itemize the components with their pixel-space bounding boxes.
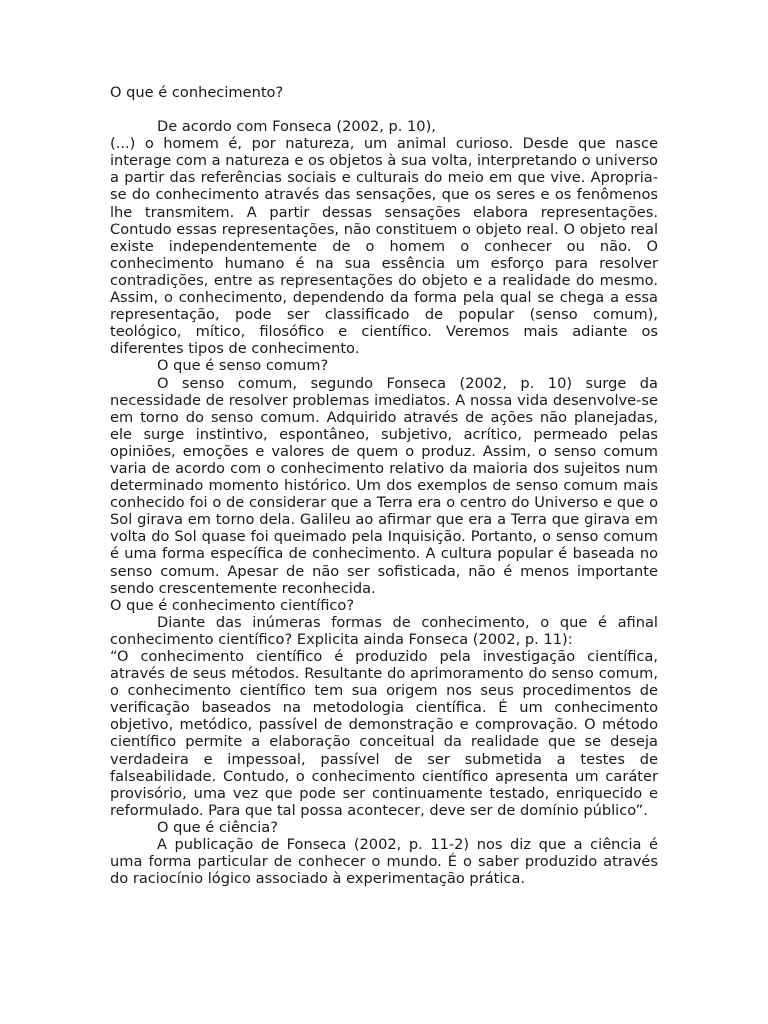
heading-ciencia: O que é ciência? xyxy=(157,818,278,836)
document-title: O que é conhecimento? xyxy=(110,84,284,101)
paragraph-ciencia: A publicação de Fonseca (2002, p. 11-2) nos diz que a ciência é uma forma particular de conhecer o mundo. É o saber produzido através do raciocínio lógico associado à experimentação prática. xyxy=(110,836,658,888)
document-body xyxy=(110,84,658,887)
paragraph-cientifico-quote: “O conhecimento científico é produzido pela investigação científica, através de seus métodos. Resultante do aprimoramento do senso comum, o conhecimento científico tem sua origem nos seus procedimentos de verificação baseados na metodologia científica. É um conhecimento objetivo, metódico, passível de demonstração e comprovação. O método científico permite a elaboração conceitual da realidade que se deseja verdadeira e impessoal, passível de ser submetida a testes de falseabilidade. Contudo, o conhecimento científico apresenta um caráter provisório, uma vez que pode ser continuamente testado, enriquecido e reformulado. Para que tal possa acontecer, deve ser de domínio público”. xyxy=(110,648,658,819)
paragraph-senso-comum: O senso comum, segundo Fonseca (2002, p. 10) surge da necessidade de resolver problemas imediatos. A nossa vida desenvolve-se em torno do senso comum. Adquirido através de ações não planejadas, ele surge instintivo, espontâneo, subjetivo, acrítico, permeado pelas opiniões, emoções e valores de quem o produz. Assim, o senso comum varia de acordo com o conhecimento relativo da maioria dos sujeitos num determinado momento histórico. Um dos exemplos de senso comum mais conhecido foi o de considerar que a Terra era o centro do Universo e que o Sol girava em torno dela. Galileu ao afirmar que era a Terra que girava em volta do Sol quase foi queimado pela Inquisição. Portanto, o senso comum é uma forma específica de conhecimento. A cultura popular é baseada no senso comum. Apesar de não ser sofisticada, não é menos importante sendo crescentemente reconhecida. xyxy=(110,374,658,597)
paragraph-intro: De acordo com Fonseca (2002, p. 10), xyxy=(157,118,436,136)
paragraph-cientifico-intro: Diante das inúmeras formas de conhecimento, o que é afinal conhecimento científico? Explicita ainda Fonseca (2002, p. 11): xyxy=(110,613,658,648)
heading-conhecimento-cientifico: O que é conhecimento científico? xyxy=(110,596,355,614)
blank-line xyxy=(110,101,658,118)
heading-senso-comum: O que é senso comum? xyxy=(157,357,329,375)
paragraph-quote-curiosity: (...) o homem é, por natureza, um animal curioso. Desde que nasce interage com a natureza e os objetos à sua volta, interpretando o universo a partir das referências sociais e culturais do meio em que vive. Apropria-se do conhecimento através das sensações, que os seres e os fenômenos lhe transmitem. A partir dessas sensações elabora representações. Contudo essas representações, não constituem o objeto real. O objeto real existe independentemente de o homem o conhecer ou não. O conhecimento humano é na sua essência um esforço para resolver contradições, entre as representações do objeto e a realidade do mesmo. Assim, o conhecimento, dependendo da forma pela qual se chega a essa representação, pode ser classificado de popular (senso comum), teológico, mítico, filosófico e científico. Veremos mais adiante os diferentes tipos de conhecimento. xyxy=(110,135,658,358)
